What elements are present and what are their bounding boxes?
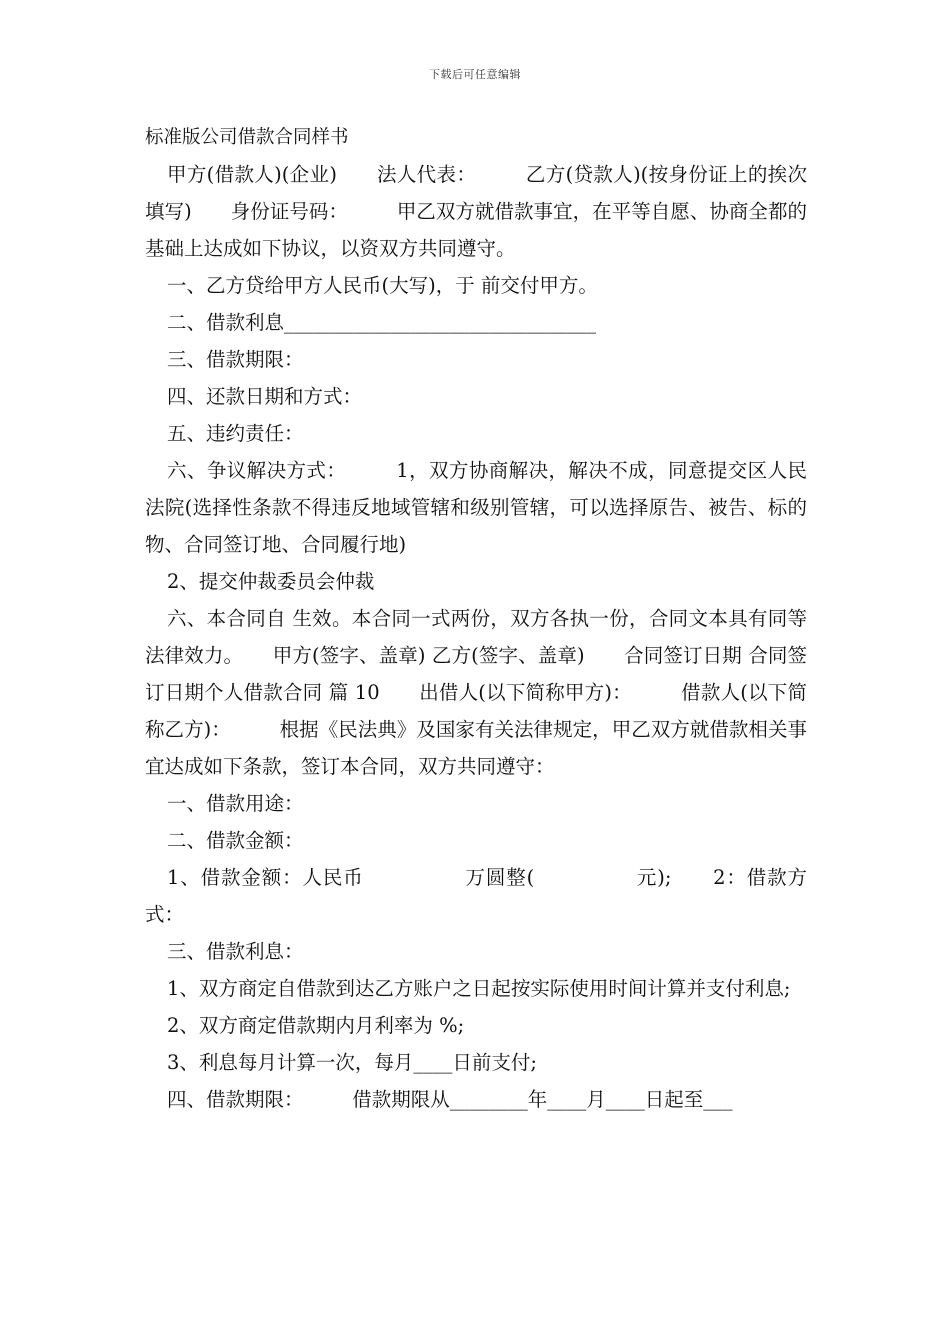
paragraph-amount-detail: 1、借款金额：人民币 万圆整( 元); 2：借款方式： <box>145 866 807 926</box>
paragraph-interest-3: 3、利息每月计算一次，每月____日前支付; <box>167 1051 537 1074</box>
paragraph-loan-amount: 二、借款金额： <box>167 829 304 852</box>
document-body <box>145 119 807 1118</box>
paragraph-clause-2: 二、借款利息________________________________ <box>167 311 597 334</box>
paragraph-clause-3: 三、借款期限： <box>167 348 304 371</box>
paragraph-arbitration: 2、提交仲裁委员会仲裁 <box>167 570 375 593</box>
paragraph-parties: 甲方(借款人)(企业) 法人代表： 乙方(贷款人)(按身份证上的挨次填写) 身份证号码： 甲乙双方就借款事宜，在平等自愿、协商全都的基础上达成如下协议，以资双方共同遵守。 <box>145 163 807 260</box>
paragraph-loan-purpose: 一、借款用途： <box>167 792 304 815</box>
paragraph-clause-1: 一、乙方贷给甲方人民币(大写)，于 前交付甲方。 <box>167 274 598 297</box>
document-title: 标准版公司借款合同样书 <box>145 127 349 148</box>
paragraph-clause-4: 四、还款日期和方式： <box>167 385 363 408</box>
paragraph-clause-6-dispute: 六、争议解决方式： 1，双方协商解决，解决不成，同意提交区人民法院(选择性条款不得违反地域管辖和级别管辖，可以选择原告、被告、标的物、合同签订地、合同履行地) <box>145 459 807 556</box>
paragraph-loan-term: 四、借款期限： 借款期限从________年____月____日起至___ <box>167 1088 733 1111</box>
paragraph-effect-and-intro: 六、本合同自 生效。本合同一式两份，双方各执一份，合同文本具有同等法律效力。 甲方(签字、盖章) 乙方(签字、盖章) 合同签订日期 合同签订日期个人借款合同 篇 10 出借人(以下简称甲方)： 借款人(以下简称乙方)： 根据《民法典》及国家有关法律规定，甲乙双方就借款相关事宜达成如下条款，签订本合同，双方共同遵守： <box>145 607 807 778</box>
paragraph-interest-2: 2、双方商定借款期内月利率为 %; <box>167 1014 465 1037</box>
paragraph-interest-1: 1、双方商定自借款到达乙方账户之日起按实际使用时间计算并支付利息; <box>167 977 791 1000</box>
paragraph-interest: 三、借款利息： <box>167 940 304 963</box>
page-header-note: 下载后可任意编辑 <box>429 68 521 81</box>
paragraph-clause-5: 五、违约责任： <box>167 422 304 445</box>
